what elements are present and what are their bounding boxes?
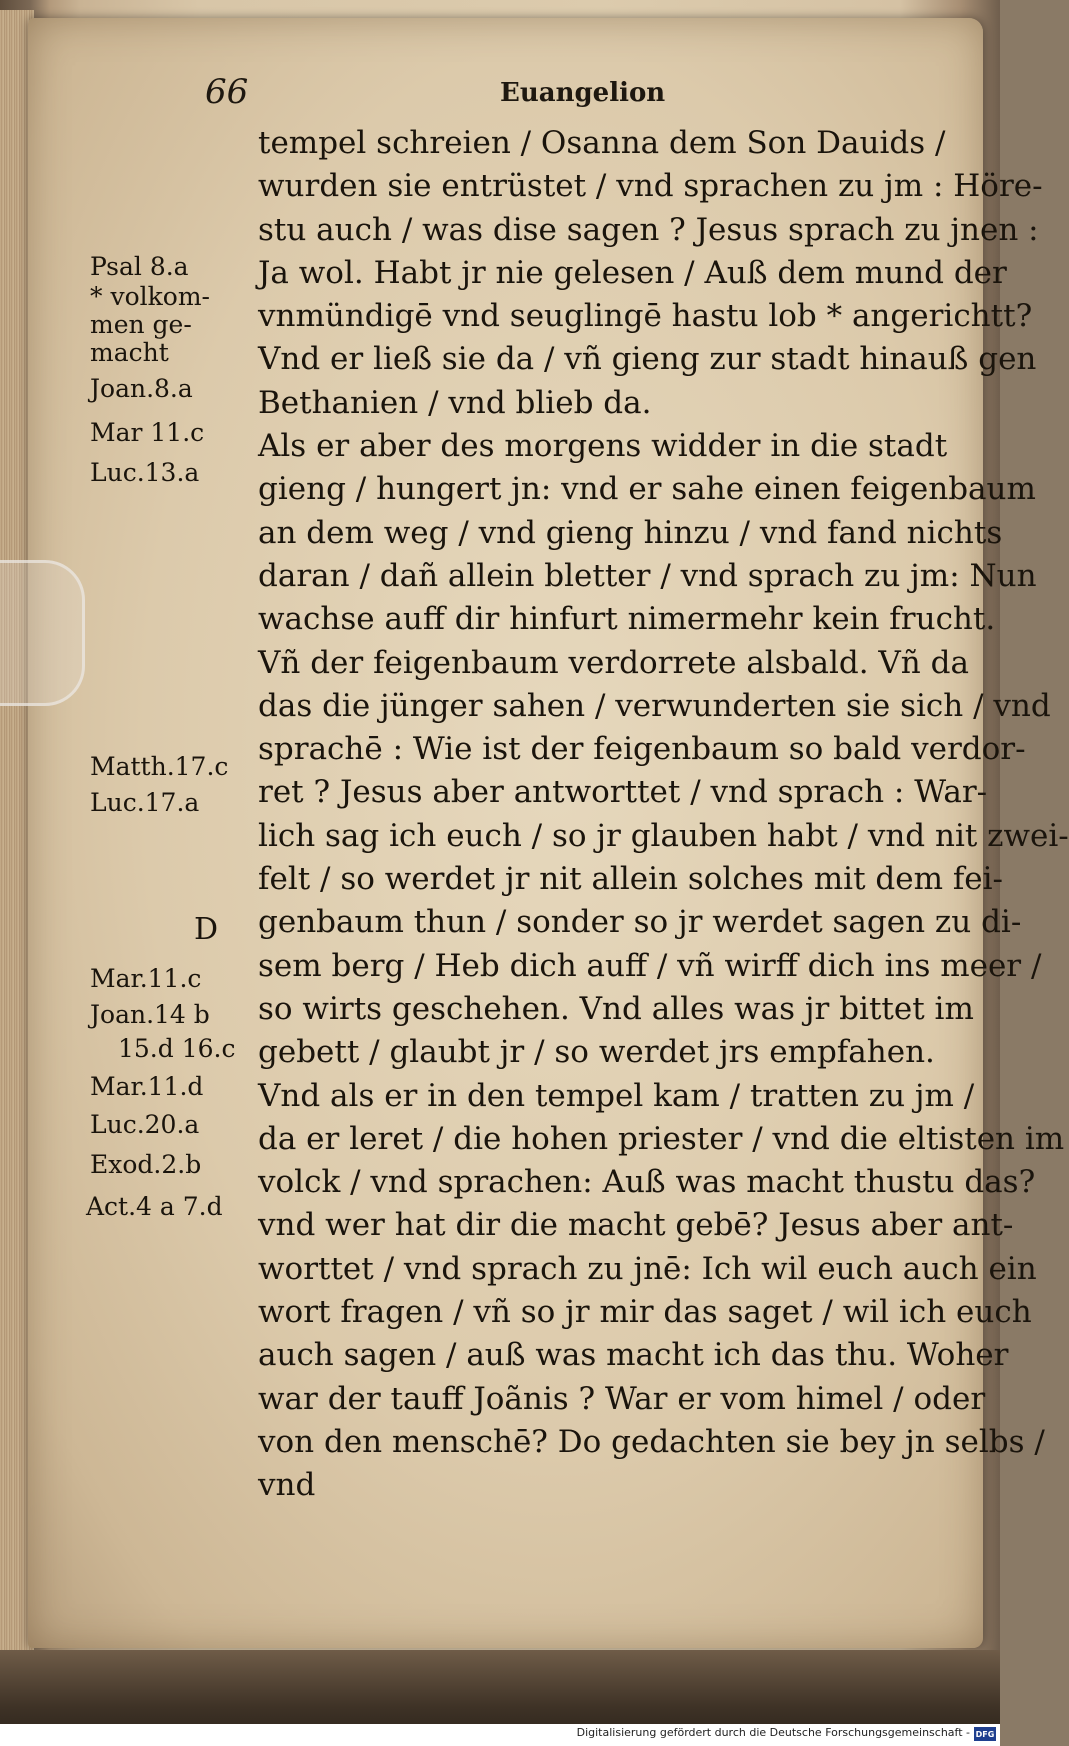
margin-note: men ge-: [90, 310, 192, 339]
text-line: Vnd er ließ sie da / vñ gieng zur stadt hinauß gen: [258, 341, 1037, 378]
text-line: da er leret / die hohen priester / vnd die eltisten im: [258, 1120, 1065, 1157]
text-line: auch sagen / auß was macht ich das thu. Woher: [258, 1337, 1009, 1374]
text-line: ret ? Jesus aber antworttet / vnd sprach : War-: [258, 774, 988, 811]
text-line: Vnd als er in den tempel kam / tratten zu jm /: [258, 1077, 975, 1114]
text-line: an dem weg / vnd gieng hinzu / vnd fand nichts: [258, 514, 1003, 551]
running-head: Euangelion: [500, 78, 666, 108]
text-line: gebett / glaubt jr / so werdet jrs empfahen.: [258, 1034, 935, 1071]
text-line: war der tauff Joãnis ? War er vom himel / oder: [258, 1380, 986, 1417]
text-line: wachse auff dir hinfurt nimermehr kein frucht.: [258, 601, 996, 638]
text-line: das die jünger sahen / verwunderten sie sich / vnd: [258, 687, 1051, 724]
text-line: daran / dañ allein bletter / vnd sprach zu jm: Nun: [258, 557, 1037, 594]
text-line: tempel schreien / Osanna dem Son Dauids /: [258, 125, 946, 161]
text-line: gieng / hungert jn: vnd er sahe einen feigenbaum: [258, 471, 1036, 508]
margin-note: * volkom-: [90, 282, 210, 311]
dfg-logo-icon: DFG: [974, 1727, 996, 1741]
text-line: volck / vnd sprachen: Auß was macht thustu das?: [258, 1164, 1036, 1201]
margin-note: Mar.11.c: [90, 964, 202, 993]
margin-note: Luc.17.a: [90, 788, 200, 817]
text-line: so wirts geschehen. Vnd alles was jr bittet im: [258, 990, 974, 1027]
text-line: Vñ der feigenbaum verdorrete alsbald. Vñ da: [258, 644, 969, 681]
margin-note: Mar.11.d: [90, 1072, 204, 1101]
margin-note: macht: [90, 338, 169, 367]
text-line: felt / so werdet jr nit allein solches mit dem fei-: [258, 861, 1004, 898]
page-header: [0, 72, 1000, 122]
margin-note: Mar 11.c: [90, 418, 205, 447]
margin-note: Luc.13.a: [90, 458, 200, 487]
text-line: Bethanien / vnd blieb da.: [258, 384, 652, 421]
text-line: vnmündigē vnd seuglingē hastu lob * angerichtt?: [258, 298, 1033, 335]
margin-note: Luc.20.a: [90, 1110, 200, 1139]
page-number: 66: [205, 72, 249, 112]
margin-note: D: [194, 912, 219, 947]
text-line: vnd: [258, 1467, 316, 1504]
margin-note: Psal 8.a: [90, 252, 189, 281]
text-line: sprachē : Wie ist der feigenbaum so bald verdor-: [258, 731, 1026, 768]
text-line: Ja wol. Habt jr nie gelesen / Auß dem mund der: [258, 254, 1007, 291]
margin-note: Joan.8.a: [90, 374, 193, 403]
text-line: lich sag ich euch / so jr glauben habt / vnd nit zwei-: [258, 817, 1069, 854]
text-line: wort fragen / vñ so jr mir das saget / wil ich euch: [258, 1294, 1032, 1331]
text-line: Als er aber des morgens widder in die stadt: [258, 428, 948, 465]
text-line: stu auch / was dise sagen ? Jesus sprach zu jnen :: [258, 211, 1039, 248]
margin-note: Joan.14 b: [90, 1000, 210, 1029]
text-line: worttet / vnd sprach zu jnē: Ich wil euch auch ein: [258, 1250, 1037, 1287]
text-line: genbaum thun / sonder so jr werdet sagen zu di-: [258, 904, 1022, 941]
margin-note: Act.4 a 7.d: [86, 1192, 223, 1221]
text-line: vnd wer hat dir die macht gebē? Jesus aber ant-: [258, 1207, 1014, 1244]
text-line: wurden sie entrüstet / vnd sprachen zu jm : Höre-: [258, 168, 1043, 205]
margin-note: Exod.2.b: [90, 1150, 202, 1179]
text-line: von den menschē? Do gedachten sie bey jn selbs /: [258, 1423, 1045, 1460]
digitization-credit: Digitalisierung gefördert durch die Deutsche Forschungsgemeinschaft -: [576, 1726, 970, 1739]
text-line: sem berg / Heb dich auff / vñ wirff dich ins meer /: [258, 947, 1042, 984]
page-clip: [0, 560, 85, 706]
margin-note: 15.d 16.c: [118, 1034, 236, 1063]
margin-note: Matth.17.c: [90, 752, 229, 781]
body-text: [258, 122, 1069, 1508]
